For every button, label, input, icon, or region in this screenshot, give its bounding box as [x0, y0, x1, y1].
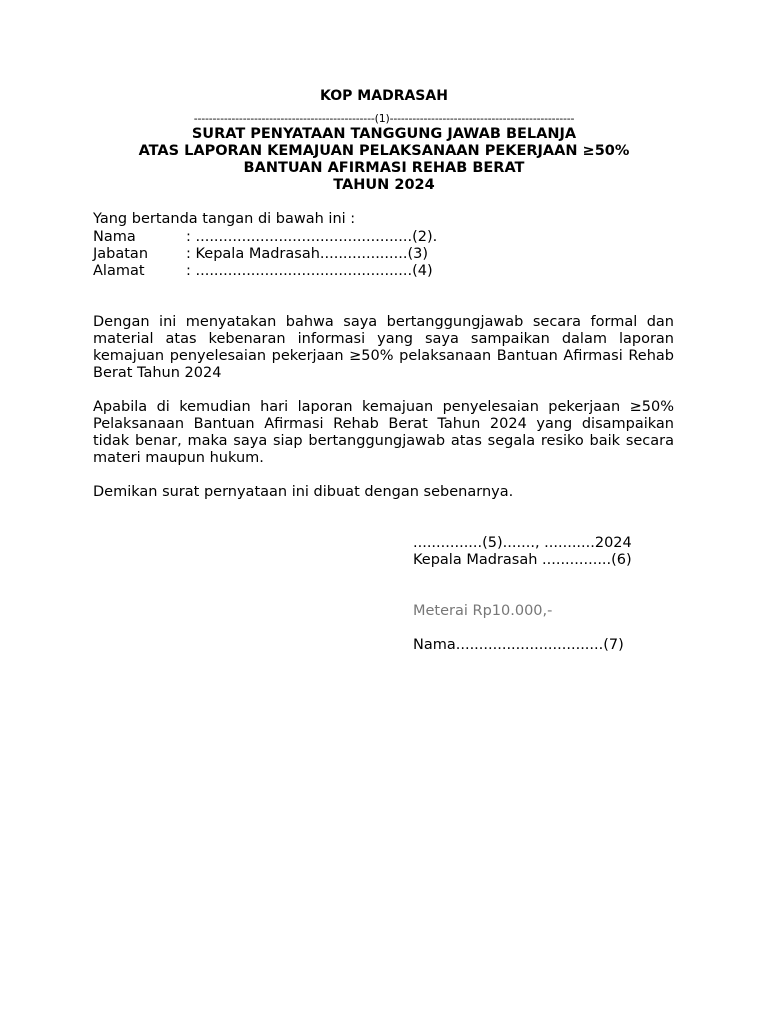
- letterhead-separator: ------------------------------------------------(1)-------------------------------------------------: [193, 112, 575, 125]
- field-value: : Kepala Madrasah...................(3): [186, 246, 429, 262]
- field-label: Alamat: [93, 263, 145, 279]
- intro-text: Yang bertanda tangan di bawah ini :: [93, 211, 356, 227]
- signature-place-date: ...............(5)......., ...........2024: [413, 535, 632, 551]
- document-title-line-1: SURAT PENYATAAN TANGGUNG JAWAB BELANJA: [191, 126, 577, 142]
- liability-paragraph: Apabila di kemudian hari laporan kemajuan penyelesaian pekerjaan ≥50% Pelaksanaan Bantuan Afirmasi Rehab Berat Tahun 2024 yang disampaikan tidak benar, maka saya siap bertanggungjawab atas segala resiko baik secara materi maupun hukum.: [93, 399, 674, 466]
- stamp-duty-label: Meterai Rp10.000,-: [413, 603, 553, 619]
- field-label: Jabatan: [93, 246, 149, 262]
- signature-position: Kepala Madrasah ...............(6): [413, 552, 632, 568]
- document-title-line-3: BANTUAN AFIRMASI REHAB BERAT: [243, 160, 525, 176]
- letterhead-title: KOP MADRASAH: [320, 88, 448, 104]
- closing-statement: Demikan surat pernyataan ini dibuat dengan sebenarnya.: [93, 484, 514, 500]
- statement-paragraph: Dengan ini menyatakan bahwa saya bertanggungjawab secara formal dan material atas kebenaran informasi yang saya sampaikan dalam laporan kemajuan penyelesaian pekerjaan ≥50% pelaksanaan Bantuan Afirmasi Rehab Berat Tahun 2024: [93, 314, 674, 381]
- field-label: Nama: [93, 229, 136, 245]
- document-title-line-4: TAHUN 2024: [333, 177, 435, 193]
- field-value: : ...............................................(2).: [186, 229, 438, 245]
- document-title-line-2: ATAS LAPORAN KEMAJUAN PELAKSANAAN PEKERJAAN ≥50%: [138, 143, 630, 159]
- field-value: : ...............................................(4): [186, 263, 433, 279]
- signature-name: Nama................................(7): [413, 637, 624, 653]
